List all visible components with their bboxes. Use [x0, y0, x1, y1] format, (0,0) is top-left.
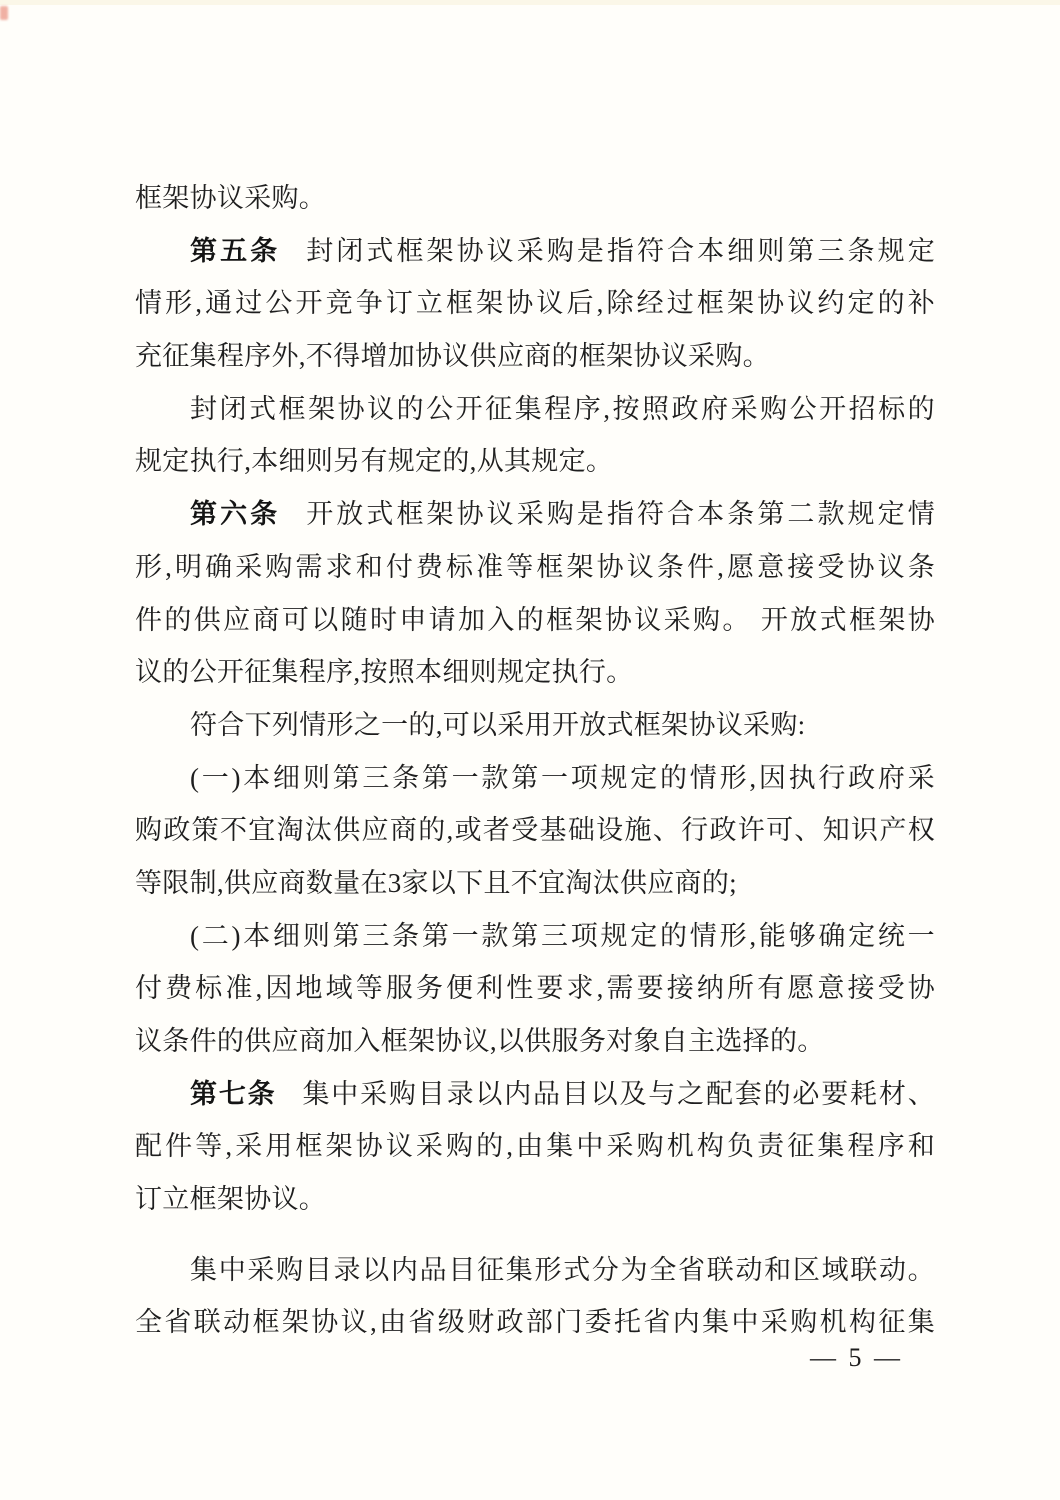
- article-number: 第六条: [190, 499, 281, 530]
- text-line: 形,明确采购需求和付费标准等框架协议条件,愿意接受协议条: [135, 551, 935, 582]
- text-line: 议的公开征集程序,按照本细则规定执行。: [135, 657, 634, 688]
- text-line: 规定执行,本细则另有规定的,从其规定。: [135, 446, 614, 477]
- text-line: 框架协议采购。: [135, 183, 327, 213]
- document-body: [135, 172, 935, 1349]
- scan-artifact-red: [0, 6, 8, 20]
- text-line: 配件等,采用框架协议采购的,由集中采购机构负责征集程序和: [135, 1131, 935, 1162]
- text-line: 封闭式框架协议的公开征集程序,按照政府采购公开招标的: [190, 393, 935, 424]
- scan-edge-tint: [0, 0, 1060, 5]
- page-number: — 5 —: [810, 1343, 903, 1372]
- text-line: 符合下列情形之一的,可以采用开放式框架协议采购:: [190, 709, 806, 740]
- text-line: 件的供应商可以随时申请加入的框架协议采购。 开放式框架协: [135, 604, 935, 635]
- article-text: 开放式框架协议采购是指符合本条第二款规定情: [306, 499, 935, 530]
- text-line: [135, 1068, 935, 1121]
- text-line: 全省联动框架协议,由省级财政部门委托省内集中采购机构征集: [135, 1307, 935, 1338]
- article-number: 第七条: [190, 1078, 277, 1109]
- text-line: 订立框架协议。: [135, 1184, 327, 1215]
- text-line: 集中采购目录以内品目征集形式分为全省联动和区域联动。: [190, 1254, 935, 1285]
- text-line: [135, 488, 935, 541]
- text-line: 等限制,供应商数量在3家以下且不宜淘汰供应商的;: [135, 867, 737, 898]
- text-line: 付费标准,因地域等服务便利性要求,需要接纳所有愿意接受协: [135, 973, 935, 1004]
- text-line: (一)本细则第三条第一款第一项规定的情形,因执行政府采: [190, 762, 935, 793]
- text-line: (二)本细则第三条第一款第三项规定的情形,能够确定统一: [190, 920, 935, 951]
- text-line: [135, 225, 935, 278]
- text-line: 情形,通过公开竞争订立框架协议后,除经过框架协议约定的补: [135, 288, 935, 319]
- article-number: 第五条: [190, 235, 281, 266]
- text-line: 议条件的供应商加入框架协议,以供服务对象自主选择的。: [135, 1026, 825, 1056]
- article-text: 集中采购目录以内品目以及与之配套的必要耗材、: [302, 1078, 935, 1109]
- text-line: 充征集程序外,不得增加协议供应商的框架协议采购。: [135, 341, 770, 372]
- text-line: 购政策不宜淘汰供应商的,或者受基础设施、行政许可、知识产权: [135, 815, 935, 846]
- article-text: 封闭式框架协议采购是指符合本细则第三条规定: [306, 235, 935, 266]
